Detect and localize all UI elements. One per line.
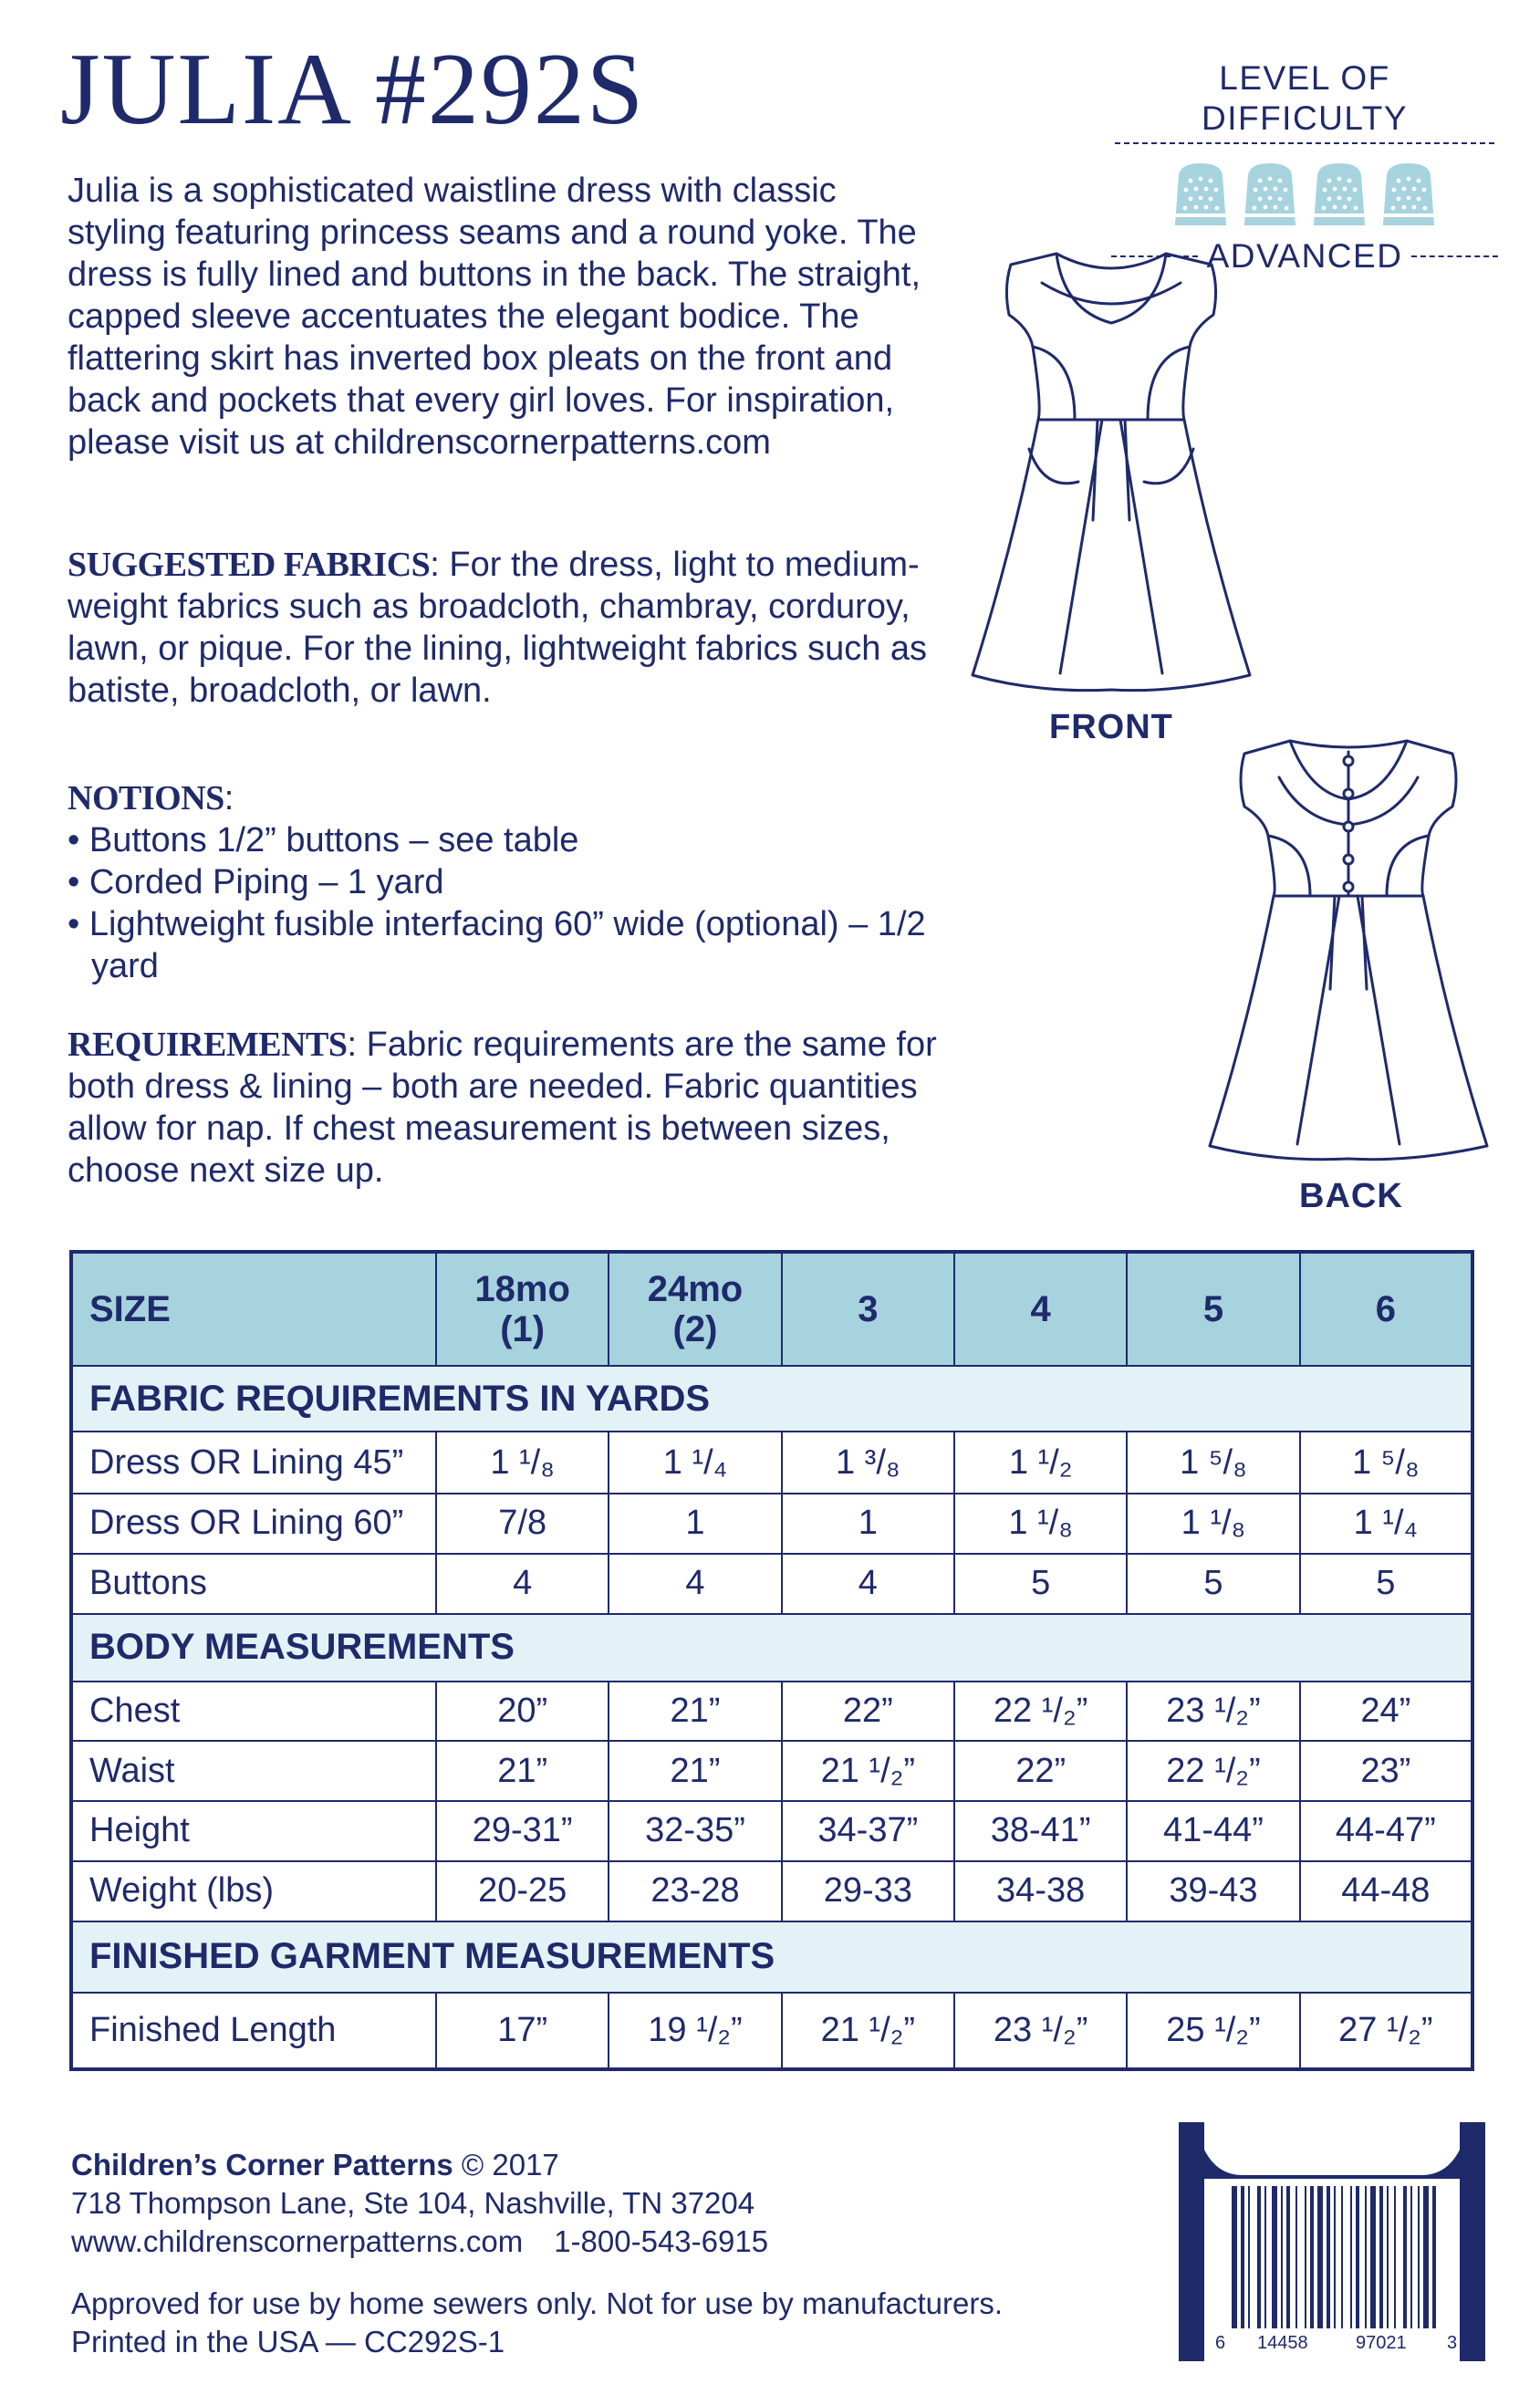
body-measurements-heading: BODY MEASUREMENTS — [71, 1614, 1472, 1682]
table-cell: 34-37” — [782, 1801, 954, 1861]
table-cell: 23 ¹/₂” — [1127, 1682, 1299, 1742]
table-cell: 1 ¹/₈ — [1127, 1494, 1299, 1554]
requirements-heading: REQUIREMENTS — [68, 1026, 348, 1064]
table-row — [71, 1682, 1472, 1742]
table-cell: 38-41” — [954, 1801, 1127, 1861]
list-item: • Lightweight fusible interfacing 60” wide (optional) – 1/2 yard — [68, 905, 926, 985]
table-cell: 44-47” — [1300, 1801, 1472, 1861]
size-table — [69, 1250, 1474, 2071]
table-cell: 4 — [609, 1554, 781, 1614]
table-cell: 1 ⁵/₈ — [1300, 1432, 1472, 1494]
table-cell: 22 ¹/₂” — [1127, 1741, 1299, 1801]
thimble-icon — [1379, 161, 1439, 228]
difficulty-divider — [1115, 142, 1494, 144]
difficulty-thimbles — [1111, 161, 1498, 228]
barcode-bar — [1350, 2186, 1352, 2328]
barcode-bar — [1403, 2186, 1407, 2328]
barcode-bar — [1394, 2186, 1396, 2328]
table-cell: 23-28 — [609, 1861, 781, 1921]
barcode-bar — [1248, 2186, 1250, 2328]
barcode-bar — [1232, 2186, 1237, 2328]
table-cell: 1 — [782, 1494, 954, 1554]
table-cell: 41-44” — [1127, 1801, 1299, 1861]
barcode-digit: 3 — [1447, 2333, 1458, 2353]
table-cell: 1 ³/₈ — [782, 1432, 954, 1494]
difficulty-panel — [1111, 58, 1498, 276]
barcode-bar — [1305, 2186, 1306, 2328]
barcode-bar — [1264, 2186, 1266, 2328]
suggested-fabrics-heading: SUGGESTED FABRICS — [68, 546, 431, 584]
row-label: Dress OR Lining 60” — [71, 1494, 436, 1554]
barcode-bar — [1295, 2186, 1297, 2328]
table-cell: 20” — [436, 1682, 609, 1742]
size-column-header: 5 — [1127, 1252, 1299, 1366]
table-cell: 23” — [1300, 1741, 1472, 1801]
list-item: • Buttons 1/2” buttons – see table — [68, 821, 579, 859]
company-phone: 1-800-543-6915 — [554, 2224, 769, 2258]
barcode-digit: 6 — [1215, 2333, 1226, 2353]
table-cell: 34-38 — [954, 1861, 1127, 1921]
table-row — [71, 1432, 1472, 1494]
section-band — [71, 1614, 1472, 1682]
barcode-bar — [1334, 2186, 1336, 2328]
row-label: Chest — [71, 1682, 436, 1742]
barcode-bar — [1432, 2186, 1436, 2328]
row-label: Height — [71, 1801, 436, 1861]
table-cell: 1 ¹/₈ — [436, 1432, 609, 1494]
size-column-header: 6 — [1300, 1252, 1472, 1366]
copyright: © 2017 — [453, 2148, 559, 2182]
table-cell: 22” — [954, 1741, 1127, 1801]
barcode-bar — [1423, 2186, 1429, 2328]
back-dress-illustration — [1202, 734, 1494, 1171]
table-cell: 20-25 — [436, 1861, 609, 1921]
thimble-icon — [1240, 161, 1300, 228]
table-cell: 5 — [1127, 1554, 1299, 1614]
printed-note: Printed in the USA — CC292S-1 — [71, 2325, 505, 2359]
barcode-digit: 14458 — [1257, 2333, 1308, 2353]
table-cell: 21” — [609, 1741, 781, 1801]
table-row — [71, 1861, 1472, 1921]
notions-section — [68, 777, 943, 987]
company-name: Children’s Corner Patterns — [71, 2148, 453, 2182]
table-cell: 4 — [782, 1554, 954, 1614]
intro-paragraph: Julia is a sophisticated waistline dress with classic styling featuring princess seams and a round yoke. The dress is fully lined and buttons in the back. The straight, capped sleeve accentuates the elegant bodice. The flattering skirt has inverted box pleats on the front and back and pockets that every girl loves. For inspiration, please visit us at childrenscornerpatterns.com — [68, 172, 921, 462]
table-cell: 21” — [436, 1741, 609, 1801]
table-cell: 1 ¹/₈ — [954, 1494, 1127, 1554]
size-header: SIZE — [71, 1252, 436, 1366]
table-cell: 22 ¹/₂” — [954, 1682, 1127, 1742]
table-cell: 1 ¹/₄ — [609, 1432, 781, 1494]
thimble-icon — [1171, 161, 1231, 228]
table-cell: 1 ⁵/₈ — [1127, 1432, 1299, 1494]
table-cell: 17” — [436, 1993, 609, 2069]
size-column-header: 3 — [782, 1252, 954, 1366]
table-cell: 5 — [954, 1554, 1127, 1614]
table-row — [71, 1494, 1472, 1554]
finished-garment-heading: FINISHED GARMENT MEASUREMENTS — [71, 1921, 1472, 1993]
barcode-bar — [1341, 2186, 1343, 2328]
page-title: JULIA #292S — [60, 33, 646, 146]
fabric-requirements-heading: FABRIC REQUIREMENTS IN YARDS — [71, 1366, 1472, 1432]
back-label: BACK — [1299, 1177, 1403, 1215]
table-cell: 29-31” — [436, 1801, 609, 1861]
barcode-bar — [1410, 2186, 1412, 2328]
row-label: Finished Length — [71, 1993, 436, 2069]
barcode-bar — [1379, 2186, 1383, 2328]
barcode-bar — [1370, 2186, 1376, 2328]
table-cell: 23 ¹/₂” — [954, 1993, 1127, 2069]
table-header-row — [71, 1252, 1472, 1366]
suggested-fabrics — [68, 544, 943, 712]
table-cell: 1 ¹/₄ — [1300, 1494, 1472, 1554]
size-column-header: 24mo (2) — [609, 1252, 781, 1366]
notions-colon: : — [224, 779, 234, 817]
table-cell: 44-48 — [1300, 1861, 1472, 1921]
barcode-bar — [1257, 2186, 1261, 2328]
table-cell: 24” — [1300, 1682, 1472, 1742]
company-website[interactable]: www.childrenscornerpatterns.com — [71, 2224, 524, 2258]
section-band — [71, 1366, 1472, 1432]
table-cell: 25 ¹/₂” — [1127, 1993, 1299, 2069]
difficulty-level: ADVANCED — [1206, 237, 1403, 275]
notions-heading: NOTIONS — [68, 779, 224, 817]
table-cell: 29-33 — [782, 1861, 954, 1921]
table-cell: 27 ¹/₂” — [1300, 1993, 1472, 2069]
barcode-bar — [1387, 2186, 1389, 2328]
table-cell: 1 — [609, 1494, 781, 1554]
barcode-bar — [1272, 2186, 1277, 2328]
barcode-bar — [1241, 2186, 1244, 2328]
table-cell: 21 ¹/₂” — [782, 1741, 954, 1801]
size-column-header: 4 — [954, 1252, 1127, 1366]
company-address: 718 Thompson Lane, Ste 104, Nashville, TN 37204 — [71, 2186, 755, 2220]
barcode-bar — [1327, 2186, 1330, 2328]
table-cell: 4 — [436, 1554, 609, 1614]
barcode-bar — [1356, 2186, 1359, 2328]
approval-note: Approved for use by home sewers only. Not for use by manufacturers. — [71, 2286, 1004, 2320]
barcode — [1177, 2122, 1487, 2361]
table-cell: 32-35” — [609, 1801, 781, 1861]
table-cell: 19 ¹/₂” — [609, 1993, 781, 2069]
section-band — [71, 1921, 1472, 1993]
row-label: Dress OR Lining 45” — [71, 1432, 436, 1494]
row-label: Weight (lbs) — [71, 1861, 436, 1921]
requirements — [68, 1024, 943, 1192]
front-dress-illustration — [965, 246, 1257, 703]
barcode-bar — [1365, 2186, 1367, 2328]
notions-list — [68, 819, 943, 987]
table-cell: 7/8 — [436, 1494, 609, 1554]
barcode-bar — [1317, 2186, 1323, 2328]
barcode-bar — [1310, 2186, 1314, 2328]
barcode-bar — [1418, 2186, 1420, 2328]
barcode-bar — [1281, 2186, 1283, 2328]
table-cell: 39-43 — [1127, 1861, 1299, 1921]
thimble-icon — [1309, 161, 1369, 228]
table-cell: 21” — [609, 1682, 781, 1742]
table-row — [71, 1801, 1472, 1861]
difficulty-label: LEVEL OF DIFFICULTY — [1201, 59, 1409, 137]
list-item: • Corded Piping – 1 yard — [68, 863, 444, 901]
table-row — [71, 1554, 1472, 1614]
table-cell: 5 — [1300, 1554, 1472, 1614]
table-row — [71, 1993, 1472, 2069]
barcode-bar — [1286, 2186, 1290, 2328]
table-cell: 1 ¹/₂ — [954, 1432, 1127, 1494]
table-cell: 22” — [782, 1682, 954, 1742]
table-row — [71, 1741, 1472, 1801]
requirements-text: : Fabric requirements are the same for both dress & lining – both are needed. Fabric quantities allow for nap. If chest measurement is between sizes, choose next size up. — [68, 1026, 937, 1190]
barcode-digit: 97021 — [1356, 2333, 1407, 2353]
suggested-fabrics-text: : For the dress, light to medium-weight fabrics such as broadcloth, chambray, corduroy, lawn, or pique. For the lining, lightweight fabrics such as batiste, broadcloth, or lawn. — [68, 546, 928, 710]
size-column-header: 18mo (1) — [436, 1252, 609, 1366]
front-label: FRONT — [1049, 708, 1173, 746]
footer — [71, 2146, 1003, 2361]
table-cell: 21 ¹/₂” — [782, 1993, 954, 2069]
row-label: Waist — [71, 1741, 436, 1801]
row-label: Buttons — [71, 1554, 436, 1614]
